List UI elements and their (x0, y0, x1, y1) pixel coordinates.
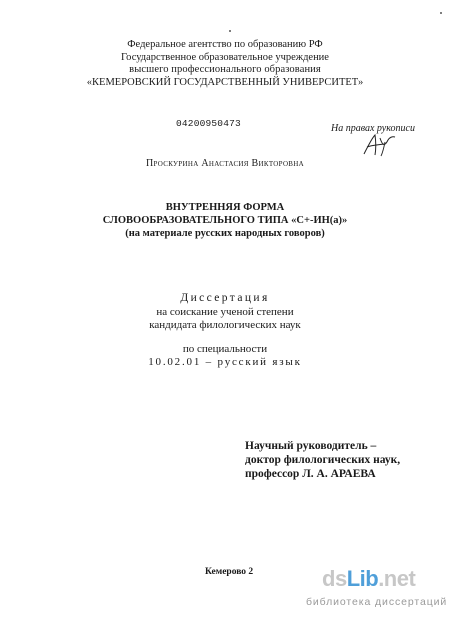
degree-info (0, 306, 450, 332)
dissertation-title (0, 201, 450, 240)
scan-dot (440, 12, 442, 14)
document-genre: Диссертация (180, 292, 270, 304)
supervisor-line-1: Научный руководитель – (245, 440, 377, 452)
scan-dot (229, 30, 231, 32)
specialty-code: 10.02.01 – русский язык (148, 356, 302, 368)
institution-header (0, 39, 450, 89)
logo-part-ds: ds (322, 566, 347, 591)
supervisor-line-3: профессор Л. А. АРАЕВА (245, 468, 376, 480)
document-number: 04200950473 (176, 118, 241, 129)
university-name: «КЕМЕРОВСКИЙ ГОСУДАРСТВЕННЫЙ УНИВЕРСИТЕТ» (86, 76, 364, 88)
supervisor-line-2: доктор филологических наук, (245, 454, 401, 466)
title-line-2: СЛОВООБРАЗОВАТЕЛЬНОГО ТИПА «С+-ИН(а)» (102, 215, 348, 226)
title-line-3: (на материале русских народных говоров) (125, 228, 325, 239)
logo-part-net: .net (378, 566, 416, 591)
supervisor-block (245, 439, 400, 481)
logo-part-lib: Lib (346, 566, 379, 591)
author-name: Проскурина Анастасия Викторовна (146, 158, 304, 169)
watermark-tagline: библиотека диссертаций (306, 596, 448, 608)
ministry-line: Федеральное агентство по образованию РФ (127, 39, 323, 50)
title-line-1: ВНУТРЕННЯЯ ФОРМА (165, 202, 285, 213)
dslib-logo (322, 566, 442, 592)
degree-line-1: на соискание ученой степени (156, 306, 294, 318)
education-level-line: высшего профессионального образования (129, 64, 321, 75)
specialty-label: по специальности (182, 343, 268, 355)
rights-note: На правах рукописи (331, 123, 415, 134)
handwritten-signature (358, 132, 398, 158)
institution-type-line: Государственное образовательное учреждение (121, 51, 329, 63)
degree-line-2: кандидата филологических наук (149, 319, 301, 331)
specialty-info (0, 343, 450, 369)
city-year: Кемерово 2 (205, 567, 254, 577)
